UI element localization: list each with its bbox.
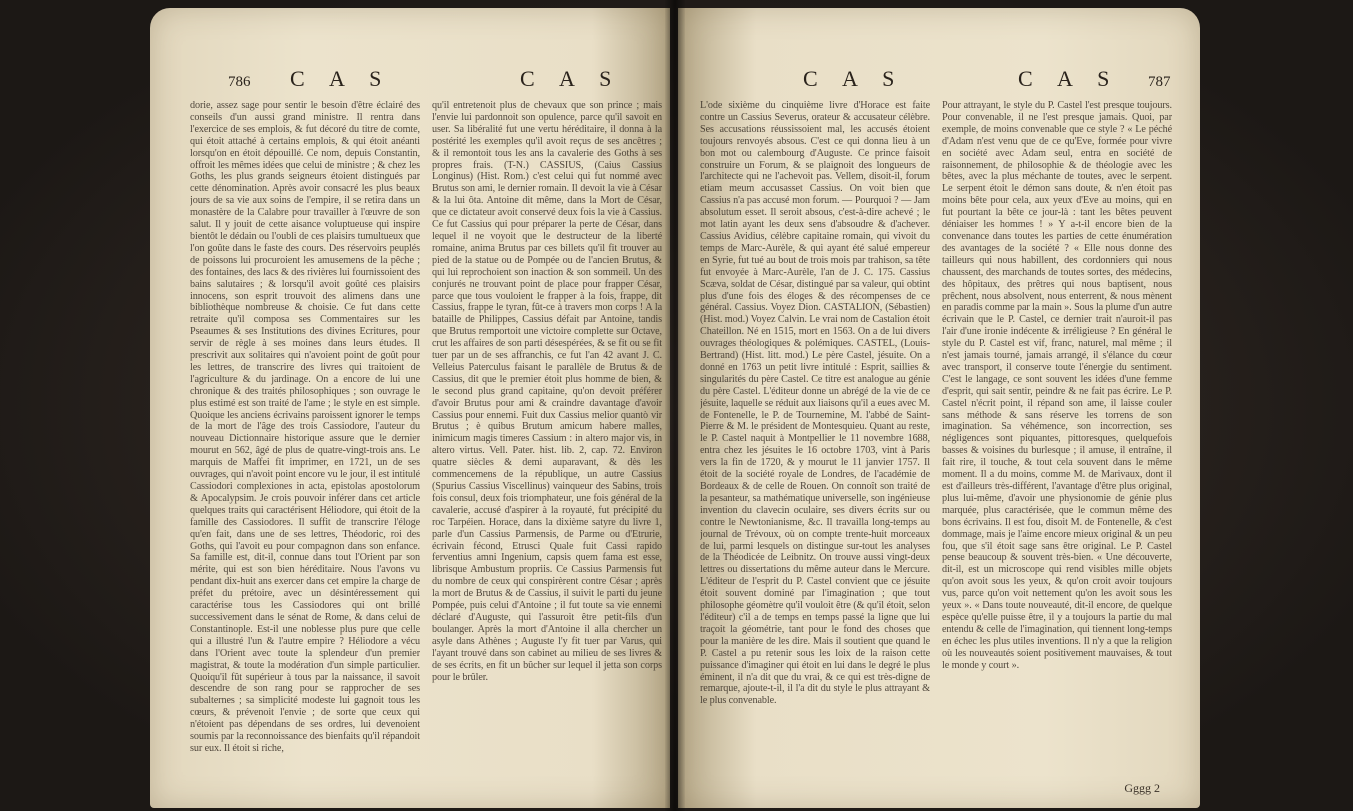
running-head: C A S [520,66,622,91]
running-head: C A S [290,66,392,91]
left-page-body [190,100,662,788]
signature-mark: Gggg 2 [1124,781,1160,795]
column-text: qu'il entretenoit plus de chevaux que son prince ; mais l'envie lui pardonnoit son opulence, parce qu'il savoit en user. Sa libéralité fut une vertu héréditaire, il donna à la postérité les exemples qu'il avoit reçus de ses ancêtres ; & il remontoit tous les ans la cavalerie des Goths à ses propres frais. (T-N.) CASSIUS, (Caius Cassius Longinus) (Hist. Rom.) c'est celui qui fut nommé avec Brutus son ami, le dernier romain. Il devoit la vie à César & la lui ôta. Antoine dit même, dans la Mort de César, que ce dictateur avoit conservé deux fois la vie à Cassius. Ce fut Cassius qui pour préparer la perte de César, dans lequel il ne voyoit que le destructeur de la liberté romaine, anima Brutus par ces billets qu'il fit trouver au pied de la statue ou de Pompée ou de l'ancien Brutus, & qui lui reprochoient son inaction & son sommeil. Un des conjurés ne trouvant point de place pour frapper César, parce que tous vouloient le frapper à la fois, frappe, dit Cassius, frappe le tyran, fût-ce à travers mon corps ! A la bataille de Philippes, Cassius défait par Antoine, tandis que Brutus remportoit une victoire complette sur Octave, crut les affaires de son parti désespérées, & se fit ou se fit tuer par un de ses affranchis, ce fut l'an 42 avant J. C. Velleius Paterculus faisant le parallèle de Brutus & de Cassius, dit que le premier étoit plus homme de bien, & le second plus grand capitaine, qu'on devoit préférer d'avoir Brutus pour ami & craindre davantage d'avoir Cassius pour ennemi. Fuit dux Cassius melior quantò vir Brutus ; è quibus Brutum amicum habere malles, inimicum magis timeres Cassium : in altero major vis, in altero virtus. Vell. Pater. hist. lib. 2, cap. 72. Environ quatre siècles & demi auparavant, & dès les commencemens de la république, un autre Cassius (Spurius Cassius Viscellinus) vainqueur des Sabins, trois fois consul, deux fois triomphateur, une fois général de la cavalerie, accusé d'aspirer à la royauté, fut précipité du roc Tarpéien. Horace, dans la dixième satyre du livre 1, parle d'un Cassius Parmensis, de Parme ou d'Etrurie, écrivain fécond, Etrusci Quale fuit Cassi rapido ferventius amni Ingenium, capsis quem fama est esse, librisque Ambustum propriis. Ce Cassius Parmensis fut du nombre de ceux qui conspirèrent contre César ; après la mort de Brutus & de Cassius, il suivit le parti du jeune Pompée, puis celui d'Antoine ; il fut toute sa vie ennemi déclaré d'Auguste, qui l'assuroit être petit-fils d'un boulanger. Après la mort d'Antoine il alla chercher un asyle dans Athènes ; Auguste l'y fit tuer par Varus, qui l'ayant trouvé dans son cabinet au milieu de ses livres & de ses écrits, en fit un bûcher sur lequel il jetta son corps pour le brûler. [432,100,662,683]
book-gutter [665,0,685,811]
column-text: L'ode sixième du cinquième livre d'Horace est faite contre un Cassius Severus, orateur & accusateur célèbre. Ses accusations réussissoient mal, les accusés étoient toujours renvoyés absous. C'est ce qui donna lieu à un bon mot ou calembourg d'Auguste. Ce prince faisoit construire un Forum, & se plaignoit des longueurs de l'architecte qui ne l'achevoit pas. Vellem, disoit-il, forum etiam meum accusasset Cassius. On voit bien que Cassius n'a pas accusé mon forum. — Pourquoi ? — Jam absolutum esset. Il seroit absous, c'est-à-dire achevé ; le mot latin ayant les deux sens d'absoudre & d'achever. Cassius Avidius, célèbre capitaine romain, qui vivoit du temps de Marc-Aurèle, & qui ayant été salué empereur en Syrie, fut tué au bout de trois mois par trahison, sa tête fut envoyée à Marc-Aurèle, l'an de J. C. 175. Cassius Scæva, soldat de César, distingué par sa valeur, qui obtint plus d'une fois des éloges & des récompenses de ce général. Cassius. Voyez Dion. CASTALION, (Sébastien) (Hist. mod.) Voyez Calvin. Le vrai nom de Castalion étoit Chateillon. Né en 1515, mort en 1563. On a de lui divers ouvrages théologiques & polémiques. CASTEL, (Louis-Bertrand) (Hist. litt. mod.) Le père Castel, jésuite. On a donné en 1763 un petit livre intitulé : Esprit, saillies & singularités du père Castel. Ce titre est analogue au génie du père Castel. L'éditeur donne un abrégé de la vie de ce jésuite, laquelle se réduit aux liaisons qu'il a eues avec M. de Fontenelle, le P. de Tournemine, M. l'abbé de Saint-Pierre & M. le président de Montesquieu. Quant au reste, le P. Castel naquit à Montpellier le 11 novembre 1688, entra chez les jésuites le 16 octobre 1703, vint à Paris vers la fin de 1720, & y mourut le 11 janvier 1757. Il étoit de la société royale de Londres, de l'académie de Bordeaux & de celle de Rouen. On connoît son traité de la pesanteur, sa mathématique universelle, son ingénieuse invention du clavecin oculaire, ses divers écrits sur ou contre le Newtonianisme, &c. Il travailla long-temps au journal de Trévoux, où on compte trente-huit morceaux de lui, parmi lesquels on distingue sur-tout les analyses de la Théodicée de Leibnitz. On trouve aussi vingt-deux lettres ou dissertations du même auteur dans le Mercure. L'éditeur de l'esprit du P. Castel convient que ce jésuite étoit souvent dominé par l'imagination ; que tout philosophe géomètre qu'il vouloit être (& qu'il étoit, selon l'éditeur) c'il a de temps en temps passé la ligne que lui traçoit la géométrie, tant pour le fond des choses que pour la manière de les dire. Mais il soutient que quand le P. Castel a pu retenir sous les loix de la raison cette puissance d'imaginer qui étoit en lui dans le degré le plus éminent, il n'a dit que du vrai, & ce qui est très-digne de remarque, ajoute-t-il, il l'a dit du style le plus attrayant & le plus convenable. [700,100,930,707]
page-number: 787 [1148,74,1171,90]
page-number: 786 [228,74,251,90]
text-column [700,100,930,788]
right-page-body [700,100,1170,788]
left-page [150,8,670,808]
text-column [432,100,662,788]
left-page-header [150,66,670,96]
right-page-header [678,66,1200,96]
right-page [678,8,1200,808]
text-column [190,100,420,788]
column-text: dorie, assez sage pour sentir le besoin d'être éclairé des conseils d'un aussi grand ministre. Il rentra dans l'exercice de ses emplois, & fut décoré du titre de comte, qui étoit attaché à certains emplois, & qui étoit anéanti lorsqu'on en étoit dépouillé. Ce nom, depuis Constantin, offroit les mêmes idées que celui de ministre ; & chez les Goths, les plus grands seigneurs étoient distingués par cette dénomination. Après avoir consacré les plus beaux jours de sa vie aux soins de l'empire, il se retira dans un monastère de la Calabre pour travailler à l'œuvre de son salut. Il y jouit de cette aisance voluptueuse qui inspire bientôt le dédain ou l'oubli de ces plaisirs tumultueux que l'on goûte dans le faste des cours. Des réservoirs peuplés de poissons lui procuroient les amusemens de la pêche ; des fontaines, des lacs & des rivières lui fournissoient des bains salutaires ; & lorsqu'il avoit goûté ces plaisirs innocens, son esprit trouvoit des alimens dans une bibliothèque nombreuse & choisie. Ce fut dans cette retraite qu'il composa ses Commentaires sur les Pseaumes & ses Institutions des divines Ecritures, pour servir de règle à ses moines dans leurs études. Il prescrivit aux solitaires qui n'avoient point de goût pour les lettres, de transcrire des livres qui traitoient de l'agriculture & du jardinage. On a encore de lui une chronique & des traités philosophiques ; son ouvrage le plus estimé est son traité de l'ame ; le style en est simple. Quoique les anciens écrivains paroissent ignorer le temps de la mort de l'âge des trois Cassiodore, l'auteur du nouveau Dictionnaire historique assure que le dernier mourut en 562, âgé de plus de quatre-vingt-trois ans. Le marquis de Maffei fit imprimer, en 1721, un de ses ouvrages, qui n'avoit point encore vu le jour, il est intitulé Cassiodori complexiones in acta, epistolas apostolorum & Apocalypsim. Je crois pouvoir inférer dans cet article quelques traits qui caractérisent Héliodore, qui étoit de la famille des Cassiodores. Il suffit de transcrire l'éloge qu'en fait, dans une de ses lettres, Théodoric, roi des Goths, qui l'avoit eu pour compagnon dans son enfance. Sa famille est, dit-il, connue dans tout l'Orient par son mérite, qui est son bien héréditaire. Nous l'avons vu pendant dix-huit ans exercer dans cet empire la charge de préfet du prétoire, avec un désintéressement qui caractérise tous les Cassiodores qui ont brillé successivement dans le sénat de Rome, & dans celui de Constantinople. Est-il une noblesse plus pure que celle qui a illustré l'un & l'autre empire ? Héliodore a vécu dans l'Orient avec toute la splendeur d'un premier magistrat, & toute la modération d'un simple particulier. Quoiqu'il fût supérieur à tous par la naissance, il savoit descendre de son rang pour se rapprocher de ses subalternes ; sa simplicité modeste lui gagnoit tous les cœurs, & prévenoit l'envie ; de sorte que ceux qui n'étoient pas dépendans de ses ordres, lui devenoient soumis par la reconnoissance des bienfaits qu'il répandoit sur eux. Il étoit si riche, [190,100,420,754]
column-text: Pour attrayant, le style du P. Castel l'est presque toujours. Pour convenable, il ne l'est presque jamais. Quoi, par exemple, de moins convenable que ce style ? « Le péché d'Adam n'est venu que de ce qu'Eve, formée pour vivre en société avec Adam seul, entra en société de raisonnement, de philosophie & de théologie avec les bêtes, avec la plus méchante de toutes, avec le serpent. Le serpent étoit le démon sans doute, & n'en étoit pas moins bête pour cela, aux yeux d'Eve au moins, qui en fut pourtant la bête ce jour-là : tant les bêtes peuvent déniaiser les hommes ! » Y a-t-il encore bien de la convenance dans toutes les parties de cette énumération des avantages de la société ? « Elle nous donne des tailleurs qui nous habillent, des cordonniers qui nous chaussent, des marchands de toutes sortes, des médecins, des hôpitaux, des prêtres qui nous baptisent, nous prêchent, nous absolvent, nous enterrent, & nous mènent en paradis comme par la main ». Sous la plume d'un autre écrivain que le P. Castel, ce dernier trait n'auroit-il pas l'air d'une ironie indécente & irréligieuse ? En général le style du P. Castel est vif, franc, naturel, mal même ; il n'est jamais tourné, jamais arrangé, il s'élance du cœur avec transport, il conserve toute l'énergie du sentiment. C'est le langage, ce sont souvent les idées d'une femme d'esprit, qui sait sentir, peindre & ne fait pas écrire. Le P. Castel n'écrit point, il répand son ame, il laisse couler sans méthode & sans réserve les torrens de son imagination. Sa véhémence, son incorrection, ses négligences sont piquantes, pittoresques, quelquefois basses & voisines du burlesque ; il amuse, il entraîne, il fait rire, il touche, & tout cela souvent dans le même moment. Il a du moins, comme M. de Marivaux, dont il est d'ailleurs très-différent, l'avantage d'être plus original, plus lui-même, d'avoir une physionomie de génie plus marquée, plus caractérisée, que le commun même des bons écrivains. Il est fou, disoit M. de Fontenelle, & c'est dommage, mais je l'aime encore mieux original & un peu fou, que s'il étoit sage sans être original. Le P. Castel pense beaucoup & souvent très-bien. « Une découverte, dit-il, est un microscope qui rend visibles mille objets qu'on avoit sous les yeux, & qu'on croit avoir toujours vus, parce qu'on voit nettement qu'on les avoit sous les yeux ». « Dans toute nouveauté, dit-il encore, de quelque espèce qu'elle puisse être, il y a toujours la partie du mal entendu & celle de l'imagination, qui tiennent long-temps en échec les plus utiles inventions. Il n'y a que la religion où les nouveautés soient positivement mauvaises, & tout le monde y court ». [942,100,1172,671]
text-column [942,100,1172,788]
running-head: C A S [803,66,905,91]
open-book [150,0,1200,811]
running-head: C A S [1018,66,1120,91]
